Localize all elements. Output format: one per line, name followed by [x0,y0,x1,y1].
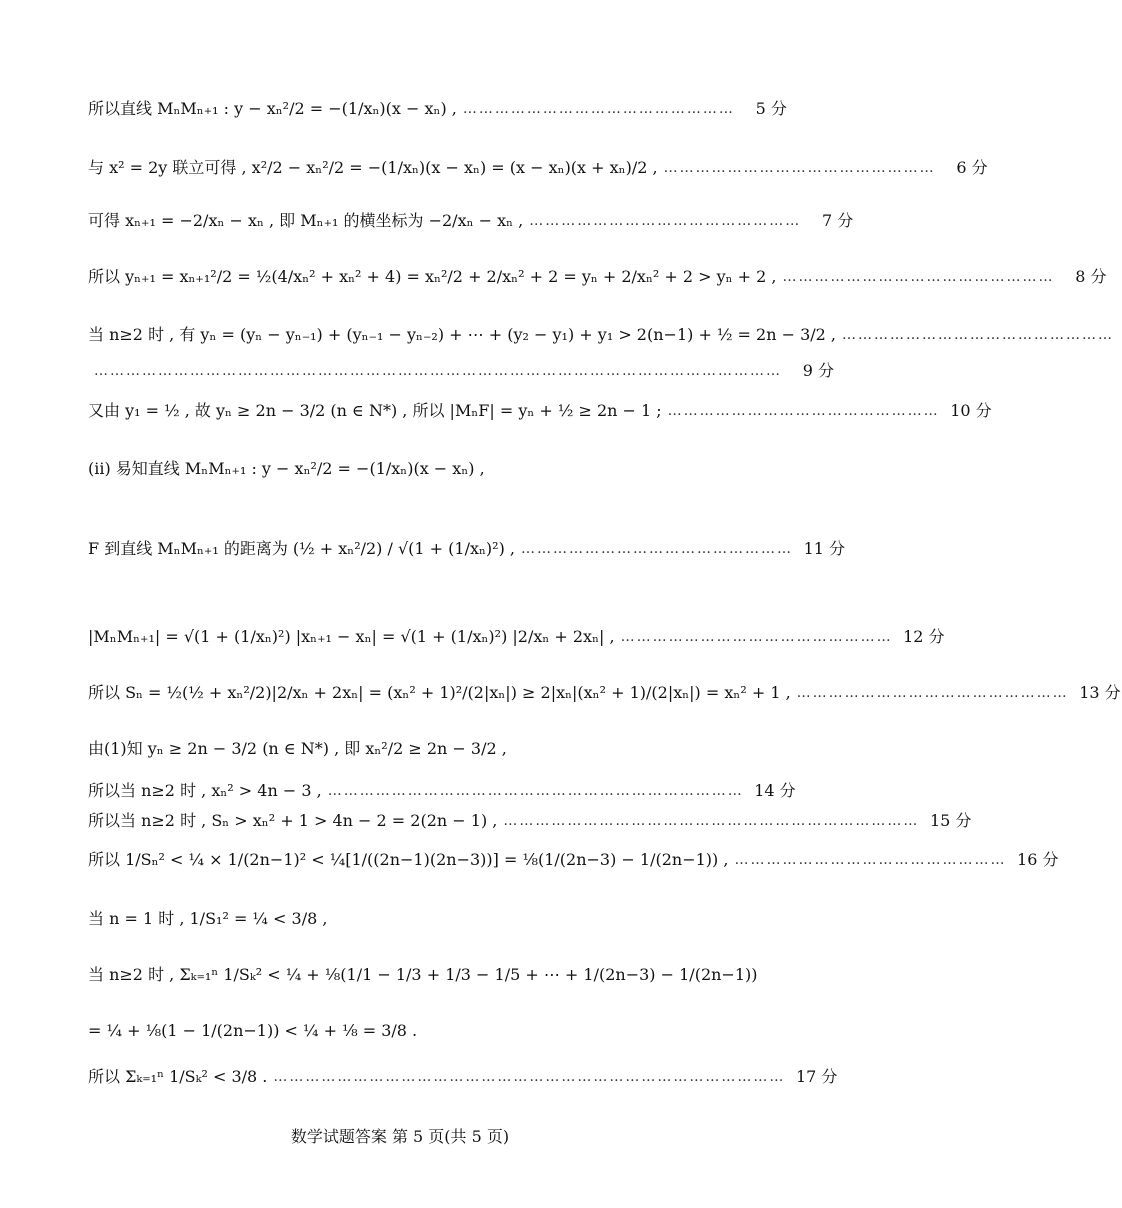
score-mark: 5 分 [755,99,787,118]
solution-line [88,266,1107,288]
equation-text: 所以 Σₖ₌₁ⁿ 1/Sₖ² < 3/8 . [88,1067,268,1086]
score-mark: 13 分 [1079,683,1121,702]
equation-text: F 到直线 MₙMₙ₊₁ 的距离为 (½ + xₙ²/2) / √(1 + (1/xₙ)²) , [88,539,516,558]
equation-text: 所以直线 MₙMₙ₊₁ : y − xₙ²/2 = −(1/xₙ)(x − xₙ) , [88,99,457,118]
solution-line [88,210,854,232]
equation-text: 所以 1/Sₙ² < ¼ × 1/(2n−1)² < ¼[1/((2n−1)(2n−3))] = ⅛(1/(2n−3) − 1/(2n−1)) , [88,850,729,869]
equation-text: (ii) 易知直线 MₙMₙ₊₁ : y − xₙ²/2 = −(1/xₙ)(x − xₙ) , [88,459,485,478]
equation-text: 所以当 n≥2 时 , Sₙ > xₙ² + 1 > 4n − 2 = 2(2n − 1) , [88,811,498,830]
solution-line [88,908,752,930]
dotted-leader: …………………………………………… [796,685,1069,701]
score-mark: 17 分 [795,1067,838,1086]
equation-text: 所以 Sₙ = ½(½ + xₙ²/2)|2/xₙ + 2xₙ| = (xₙ² + 1)²/(2|xₙ|) ≥ 2|xₙ|(xₙ² + 1)/(2|xₙ|) = xₙ² + 1 , [88,683,791,702]
page-footer: 数学试题答案 第 5 页(共 5 页) [290,1127,510,1146]
score-mark: 11 分 [803,539,846,558]
dotted-leader: …………………………………………… [667,403,940,419]
dotted-leader: …………………………………………… [620,629,893,645]
solution-line [88,538,846,560]
solution-line [88,682,1121,704]
equation-text: 当 n≥2 时 , Σₖ₌₁ⁿ 1/Sₖ² < ¼ + ⅛(1/1 − 1/3 + 1/3 − 1/5 + ⋯ + 1/(2n−3) − 1/(2n−1)) [88,965,758,984]
dotted-leader: …………………………………………… [782,269,1055,285]
dotted-leader: …………………………………………………………………………………… [273,1069,786,1085]
score-mark: 9 分 [802,361,834,380]
solution-line [88,1020,752,1042]
solution-line [88,626,945,648]
score-mark: 15 分 [929,811,972,830]
solution-line [88,157,988,179]
equation-text: 由(1)知 yₙ ≥ 2n − 3/2 (n ∈ N*) , 即 xₙ²/2 ≥ 2n − 3/2 , [88,739,507,758]
dotted-leader: …………………………………………… [521,541,794,557]
equation-text: 当 n = 1 时 , 1/S₁² = ¼ < 3/8 , [88,909,328,928]
equation-text: 当 n≥2 时 , 有 yₙ = (yₙ − yₙ₋₁) + (yₙ₋₁ − yₙ₋₂) + ⋯ + (y₂ − y₁) + y₁ > 2(n−1) + ½ = 2n − 3/2 , [88,325,837,344]
score-mark: 14 分 [754,781,796,800]
score-mark: 8 分 [1075,267,1107,286]
solution-line [88,324,1115,346]
score-mark: 16 分 [1017,850,1059,869]
score-mark: 12 分 [903,627,945,646]
solution-line [88,458,752,480]
dotted-leader: …………………………………………… [462,101,735,117]
equation-text: 又由 y₁ = ½ , 故 yₙ ≥ 2n − 3/2 (n ∈ N*) , 所以 |MₙF| = yₙ + ½ ≥ 2n − 1 ; [88,401,662,420]
solution-line [88,849,1059,871]
solution-line [88,964,758,986]
solution-line [88,810,972,832]
dotted-leader: ………………………………………………………………………………………………………………… [94,363,782,379]
equation-text: 与 x² = 2y 联立可得 , x²/2 − xₙ²/2 = −(1/xₙ)(x − xₙ) = (x − xₙ)(x + xₙ)/2 , [88,158,658,177]
solution-line [88,98,787,120]
score-mark: 10 分 [950,401,992,420]
score-mark: 6 分 [956,158,988,177]
dotted-leader: …………………………………………… [529,213,802,229]
solution-line [88,1066,838,1088]
equation-text: = ¼ + ⅛(1 − 1/(2n−1)) < ¼ + ⅛ = 3/8 . [88,1021,418,1040]
solution-line [88,400,992,422]
equation-text: |MₙMₙ₊₁| = √(1 + (1/xₙ)²) |xₙ₊₁ − xₙ| = √(1 + (1/xₙ)²) |2/xₙ + 2xₙ| , [88,627,615,646]
dotted-leader: …………………………………………………………………… [327,783,744,799]
dotted-leader: …………………………………………… [734,852,1007,868]
dotted-leader: …………………………………………… [842,327,1115,343]
solution-line [88,738,752,760]
dotted-leader: …………………………………………………………………… [503,813,920,829]
equation-text: 所以 yₙ₊₁ = xₙ₊₁²/2 = ½(4/xₙ² + xₙ² + 4) = xₙ²/2 + 2/xₙ² + 2 = yₙ + 2/xₙ² + 2 > yₙ + 2 , [88,267,777,286]
solution-line [88,780,796,802]
solution-line [88,360,834,382]
dotted-leader: …………………………………………… [663,160,936,176]
equation-text: 可得 xₙ₊₁ = −2/xₙ − xₙ , 即 Mₙ₊₁ 的横坐标为 −2/xₙ − xₙ , [88,211,524,230]
score-mark: 7 分 [821,211,854,230]
equation-text: 所以当 n≥2 时 , xₙ² > 4n − 3 , [88,781,322,800]
